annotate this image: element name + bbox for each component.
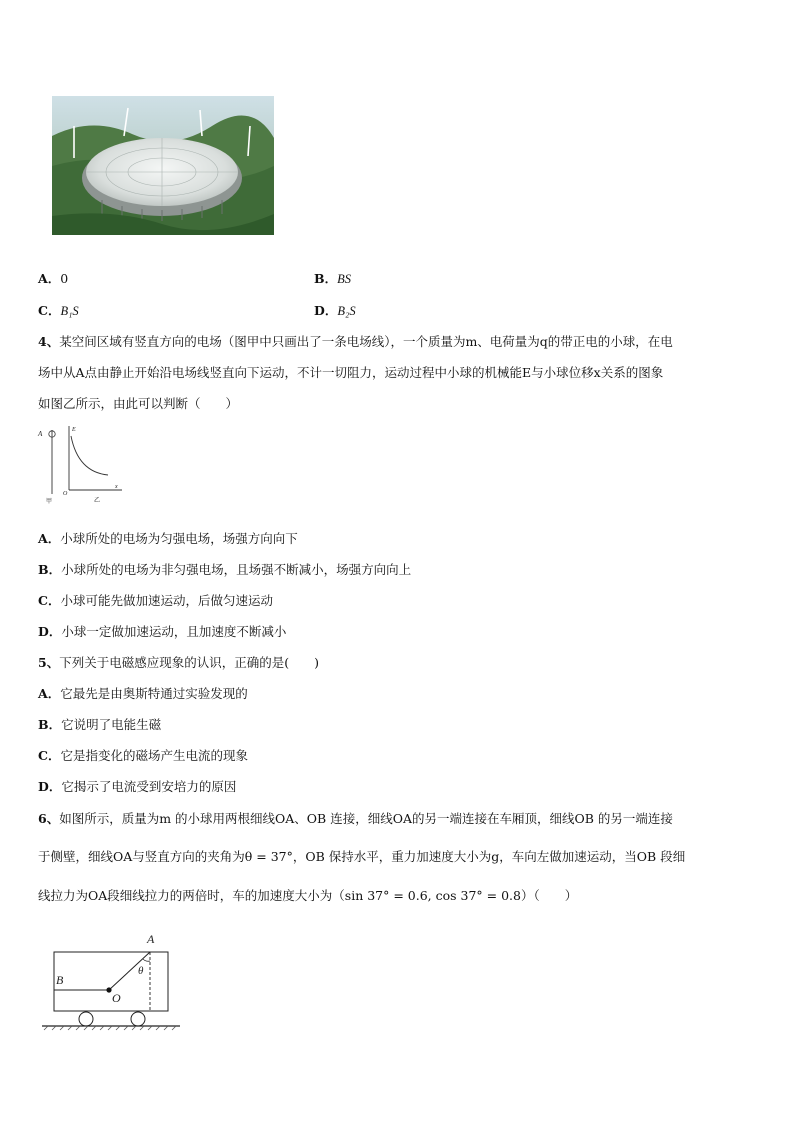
- q4-fig-label-a: A: [38, 430, 43, 438]
- q3-option-b: B．BS: [314, 271, 351, 286]
- q4-fig-caption-jia: 甲: [46, 499, 53, 504]
- q6-fig-label-b: B: [56, 973, 64, 987]
- q3-option-c: C．B₁S: [38, 303, 79, 318]
- q4-fig-caption-yi: 乙: [94, 498, 101, 504]
- q4-option-c: C．小球可能先做加速运动，后做匀速运动: [38, 593, 273, 608]
- q5-option-c: C．它是指变化的磁场产生电流的现象: [38, 748, 248, 763]
- q4-fig-label-o: O: [63, 491, 68, 497]
- q6-stem-line-3: 线拉力为OA段细线拉力的两倍时，车的加速度大小为（sin 37° = 0.6, cos 37° = 0.8）（ ）: [38, 888, 578, 903]
- q4-option-a: A．小球所处的电场为匀强电场，场强方向向下: [38, 531, 298, 546]
- q4-stem-line-1: 4、某空间区域有竖直方向的电场（图甲中只画出了一条电场线），一个质量为m、电荷量为q的带正电的小球，在电: [38, 334, 673, 349]
- q4-fig-label-x: x: [115, 484, 118, 490]
- q6-fig-label-a: A: [147, 932, 155, 946]
- q3-option-d: D．B₂S: [314, 303, 356, 318]
- telescope-photo: [52, 96, 274, 235]
- q4-option-b: B．小球所处的电场为非匀强电场，且场强不断减小，场强方向向上: [38, 562, 412, 577]
- q3-option-a: A．0: [38, 271, 69, 286]
- q6-stem-line-1: 6、如图所示，质量为m 的小球用两根细线OA、OB 连接，细线OA的另一端连接在车厢顶，细线OB 的另一端连接: [38, 811, 673, 826]
- q5-option-d: D．它揭示了电流受到安培力的原因: [38, 779, 237, 794]
- q4-fig-label-e: E: [72, 427, 76, 433]
- q5-option-b: B．它说明了电能生磁: [38, 717, 162, 732]
- q4-figure: [36, 422, 128, 504]
- q4-option-d: D．小球一定做加速运动，且加速度不断减小: [38, 624, 287, 639]
- q4-stem-line-2: 场中从A点由静止开始沿电场线竖直向下运动，不计一切阻力，运动过程中小球的机械能E与小球位移x关系的图象: [38, 365, 664, 380]
- q6-figure: [40, 930, 185, 1036]
- q5-stem: 5、下列关于电磁感应现象的认识，正确的是( ): [38, 655, 319, 670]
- q6-fig-label-theta: θ: [138, 965, 144, 977]
- q4-stem-line-3: 如图乙所示，由此可以判断（ ）: [38, 396, 239, 411]
- q6-stem-line-2: 于侧壁，细线OA与竖直方向的夹角为θ = 37°，OB 保持水平，重力加速度大小为g，车向左做加速运动，当OB 段细: [38, 849, 686, 864]
- q6-fig-label-o: O: [112, 991, 121, 1005]
- q5-option-a: A．它最先是由奥斯特通过实验发现的: [38, 686, 248, 701]
